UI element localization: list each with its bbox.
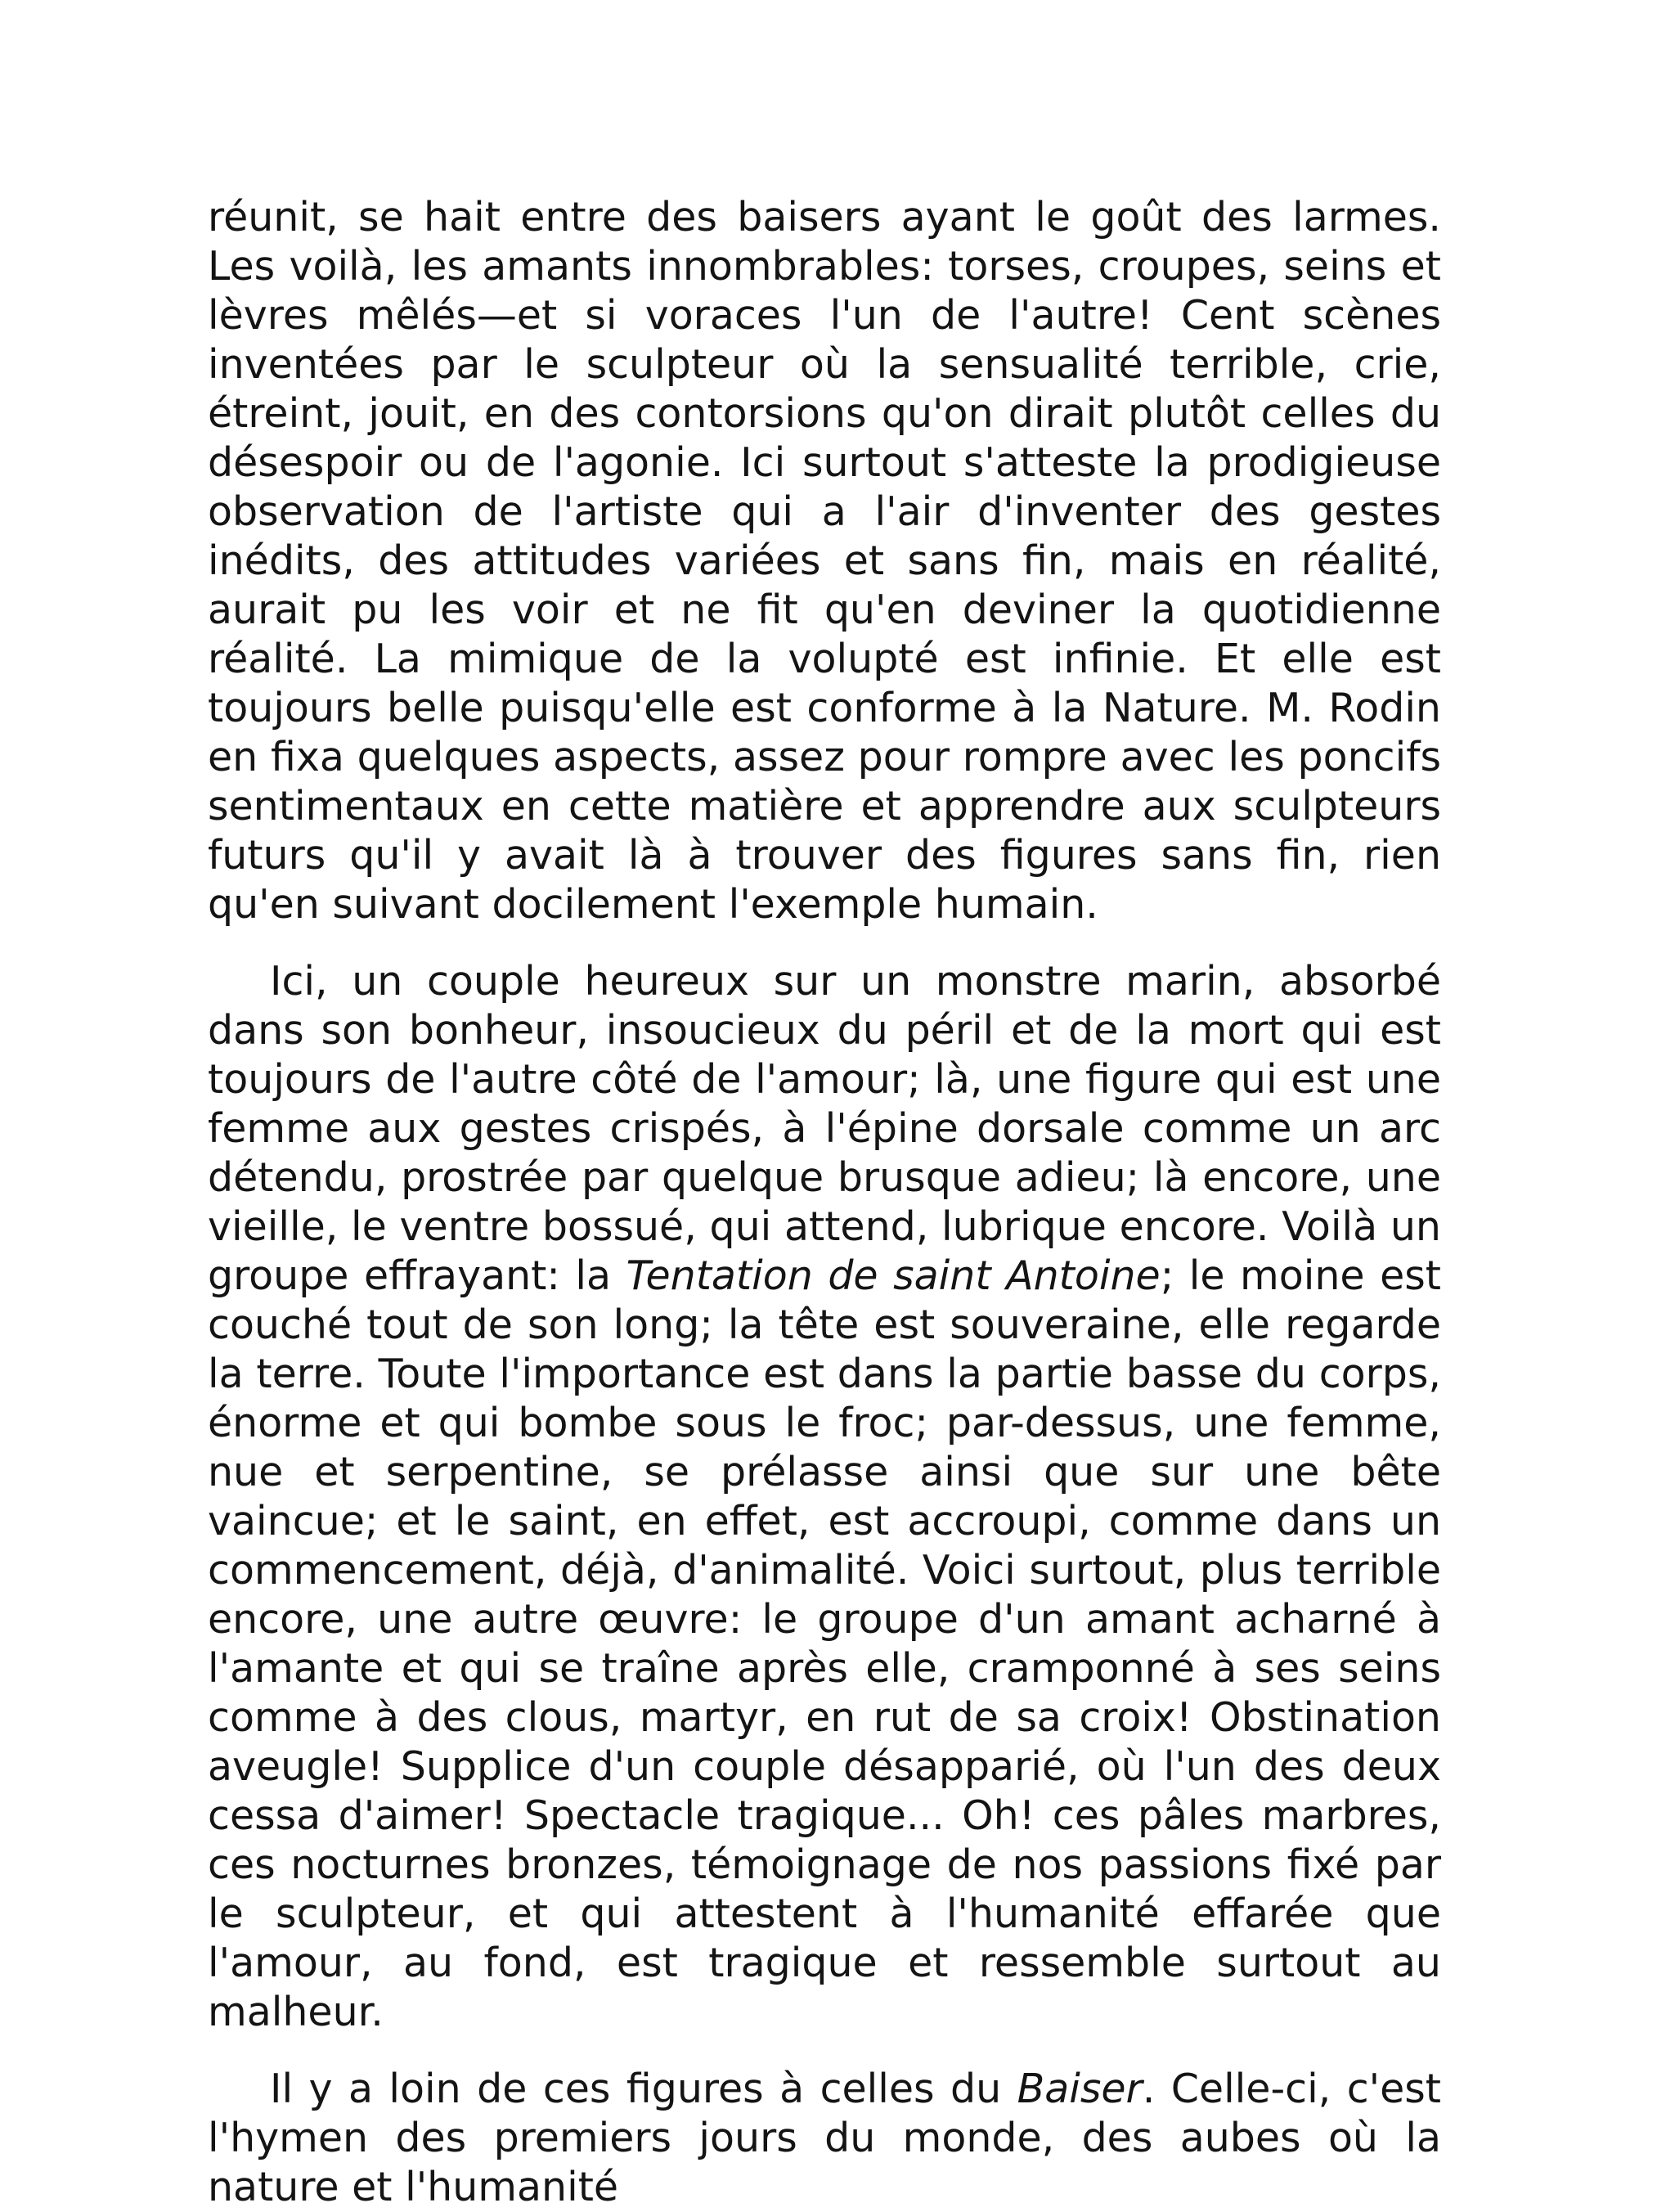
paragraph-2-text-b: ; le moine est couché tout de son long; la tête est souveraine, elle regarde la terre. Toute l'importance est dans la partie basse du corps, énorme et qui bombe sous le froc; par-dessus, une femme, nue et serpentine, se prélasse ainsi que sur une bête vaincue; et le saint, en effet, est accroupi, comme dans un commencement, déjà, d'animalité. Voici surtout, plus terrible encore, une autre œuvre: le groupe d'un amant acharné à l'amante et qui se traîne après elle, cramponné à ses seins comme à des clous, martyr, en rut de sa croix! Obstination aveugle! Supplice d'un couple désapparié, où l'un des deux cessa d'aimer! Spectacle tragique... Oh! ces pâles marbres, ces nocturnes bronzes, témoignage de nos passions fixé par le sculpteur, et qui attestent à l'humanité effarée que l'amour, au fond, est tragique et ressemble surtout au malheur. [208,1252,1441,2035]
paragraph-3-text-a: Il y a loin de ces figures à celles du [270,2066,1017,2112]
paragraph-2 [208,957,1441,2037]
work-title-tentation: Tentation de saint Antoine [626,1252,1161,1299]
paragraph-3 [208,2065,1441,2212]
paragraph-1-text: réunit, se hait entre des baisers ayant le goût des larmes. Les voilà, les amants innombrables: torses, croupes, seins et lèvres mêlés—et si voraces l'un de l'autre! Cent scènes inventées par le sculpteur où la sensualité terrible, crie, étreint, jouit, en des contorsions qu'on dirait plutôt celles du désespoir ou de l'agonie. Ici surtout s'atteste la prodigieuse observation de l'artiste qui a l'air d'inventer des gestes inédits, des attitudes variées et sans fin, mais en réalité, aurait pu les voir et ne fit qu'en deviner la quotidienne réalité. La mimique de la volupté est infinie. Et elle est toujours belle puisqu'elle est conforme à la Nature. M. Rodin en fixa quelques aspects, assez pour rompre avec les poncifs sentimentaux en cette matière et apprendre aux sculpteurs futurs qu'il y avait là à trouver des figures sans fin, rien qu'en suivant docilement l'exemple humain. [208,194,1441,928]
book-page [208,193,1441,2212]
work-title-baiser: Baiser [1017,2066,1143,2112]
paragraph-3-text-b: . Celle-ci, c'est l'hymen des premiers jours du monde, des aubes où la nature et l'humanité [208,2066,1441,2210]
paragraph-2-text-a: Ici, un couple heureux sur un monstre marin, absorbé dans son bonheur, insoucieux du péril et de la mort qui est toujours de l'autre côté de l'amour; là, une figure qui est une femme aux gestes crispés, à l'épine dorsale comme un arc détendu, prostrée par quelque brusque adieu; là encore, une vieille, le ventre bossué, qui attend, lubrique encore. Voilà un groupe effrayant: la [208,958,1441,1299]
paragraph-1 [208,193,1441,929]
